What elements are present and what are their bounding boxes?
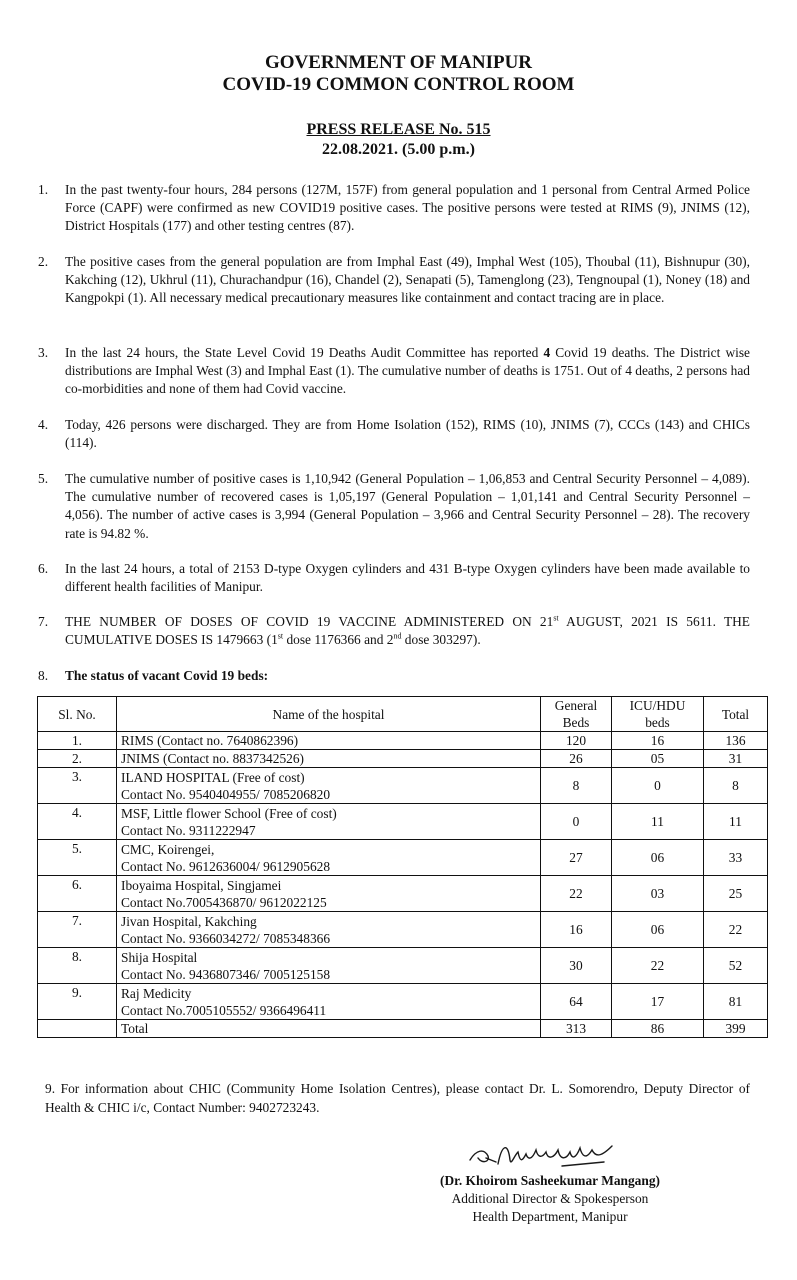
cell-general: 22 [541, 876, 612, 912]
item-8 [38, 667, 750, 685]
table-row [38, 948, 768, 984]
cell-total: 25 [704, 876, 768, 912]
cell-hospital [117, 984, 541, 1020]
cell-total-label: Total [117, 1020, 541, 1038]
table-header-row [38, 697, 768, 732]
item-text-part: Covid 19 deaths. The District wise distributions are Imphal West (3) and Imphal East (1). The cumulative number of deaths is 1751. Out of 4 deaths, 2 persons had co-morbidities and none of them had Covid vaccine. [65, 345, 750, 397]
hospital-contact: Contact No. 9436807346/ 7005125158 [121, 966, 331, 982]
cell-hospital [117, 912, 541, 948]
cell-total: 11 [704, 804, 768, 840]
item-text-part: In the last 24 hours, the State Level Covid 19 Deaths Audit Committee has reported [65, 345, 544, 360]
header-control-room: COVID-19 COMMON CONTROL ROOM [222, 74, 575, 95]
cell-general: 27 [541, 840, 612, 876]
cell-general: 16 [541, 912, 612, 948]
cell-sl-empty [38, 1020, 117, 1038]
hospital-contact: Contact No.7005436870/ 9612022125 [121, 894, 327, 910]
cell-total: 81 [704, 984, 768, 1020]
ordinal-suffix: st [277, 631, 284, 641]
header-icu-beds [612, 697, 704, 732]
cell-hospital [117, 876, 541, 912]
signatory-name: (Dr. Khoirom Sasheekumar Mangang) [440, 1173, 660, 1188]
item-number: 7. [38, 614, 49, 629]
table-row [38, 768, 768, 804]
item-text-part: dose 1176366 and 2 [283, 632, 394, 648]
item-number: 5. [38, 471, 49, 486]
cell-general: 26 [541, 750, 612, 768]
ordinal-suffix: nd [393, 631, 402, 641]
item-7 [38, 613, 750, 649]
table-row [38, 804, 768, 840]
item-text-part: dose 303297). [401, 632, 481, 648]
item-1 [38, 181, 750, 236]
item-number: 6. [38, 561, 49, 576]
item-text: In the past twenty-four hours, 284 persons (127M, 157F) from general population and 1 personal from Central Armed Police Force (CAPF) were confirmed as new COVID19 positive cases. The positive persons were tested at RIMS (9), JNIMS (12), District Hospitals (177) and other testing centres (87). [65, 182, 750, 234]
cell-general: 8 [541, 768, 612, 804]
table-row [38, 912, 768, 948]
beds-section-title [65, 667, 750, 685]
press-release-datetime: 22.08.2021. (5.00 p.m.) [322, 141, 475, 158]
header-general-line2: Beds [562, 715, 590, 730]
cell-general: 0 [541, 804, 612, 840]
cell-sl: 1. [38, 732, 117, 750]
item-5 [38, 470, 750, 543]
cell-hospital: JNIMS (Contact no. 8837342526) [117, 750, 541, 768]
cell-icu: 06 [612, 840, 704, 876]
hospital-contact: Contact No.7005105552/ 9366496411 [121, 1002, 327, 1018]
item-text: The cumulative number of positive cases is 1,10,942 (General Population – 1,06,853 and Central Security Personnel – 4,089). The cumulative number of recovered cases is 1,05,197 (General Population – 1,01,141 and Central Security Personnel – 4,056). The number of active cases is 3,994 (General Population – 3,966 and Central Security Personnel – 28). The recovery rate is 94.82 %. [65, 471, 750, 541]
cell-sl: 2. [38, 750, 117, 768]
cell-total: 136 [704, 732, 768, 750]
cell-total: 33 [704, 840, 768, 876]
header-sl-no: Sl. No. [38, 697, 117, 732]
hospital-name: Iboyaima Hospital, Singjamei [121, 877, 282, 893]
cell-icu: 06 [612, 912, 704, 948]
header-icu-line2: beds [645, 715, 670, 730]
cell-sl: 7. [38, 912, 117, 948]
cell-total: 52 [704, 948, 768, 984]
cell-icu: 22 [612, 948, 704, 984]
item-number: 2. [38, 254, 49, 269]
hospital-contact: Contact No. 9540404955/ 7085206820 [121, 786, 331, 802]
item-text: The positive cases from the general population are from Imphal East (49), Imphal West (105), Thoubal (11), Bishnupur (30), Kakching (12), Ukhrul (11), Churachandpur (16), Chandel (2), Senapati (5), Tamenglong (23), Tengnoupal (1), Noney (18) and Kangpokpi (1). All necessary medical precautionary measures like containment and contact tracing are in place. [65, 254, 750, 306]
hospital-name: ILAND HOSPITAL (Free of cost) [121, 769, 305, 785]
cell-general: 64 [541, 984, 612, 1020]
hospital-name: Shija Hospital [121, 949, 198, 965]
hospital-name: Raj Medicity [121, 985, 192, 1001]
item-number: 4. [38, 417, 49, 432]
table-row [38, 984, 768, 1020]
table-row [38, 840, 768, 876]
item-number: 1. [38, 182, 49, 197]
item-3 [38, 344, 750, 399]
hospital-contact: Contact No. 9311222947 [121, 822, 256, 838]
cell-icu: 17 [612, 984, 704, 1020]
hospital-name: MSF, Little flower School (Free of cost) [121, 805, 337, 821]
item-4 [38, 416, 750, 452]
header-icu-line1: ICU/HDU [629, 698, 686, 713]
table-total-row [38, 1020, 768, 1038]
cell-icu-total: 86 [612, 1020, 704, 1038]
cell-sl: 4. [38, 804, 117, 840]
item-text [65, 613, 750, 649]
item-text-part: THE NUMBER OF DOSES OF COVID 19 VACCINE ADMINISTERED ON 21 [65, 614, 554, 629]
table-row [38, 750, 768, 768]
cell-grand-total: 399 [704, 1020, 768, 1038]
cell-general: 30 [541, 948, 612, 984]
signature-block [400, 1172, 700, 1226]
header-government: GOVERNMENT OF MANIPUR [264, 52, 533, 73]
item-2 [38, 253, 750, 308]
header-hospital-name: Name of the hospital [117, 697, 541, 732]
death-count: 4 [543, 345, 551, 360]
hospital-contact: Contact No. 9612636004/ 9612905628 [121, 858, 331, 874]
hospital-name: Jivan Hospital, Kakching [121, 913, 257, 929]
cell-general-total: 313 [541, 1020, 612, 1038]
cell-hospital [117, 948, 541, 984]
item-text [65, 344, 750, 399]
hospital-name: CMC, Koirengei, [121, 841, 215, 857]
item-text: In the last 24 hours, a total of 2153 D-type Oxygen cylinders and 431 B-type Oxygen cylinders have been made available to different health facilities of Manipur. [65, 561, 750, 595]
header-general-line1: General [554, 698, 598, 713]
press-release-number: PRESS RELEASE No. 515 [306, 121, 491, 138]
hospital-contact: Contact No. 9366034272/ 7085348366 [121, 930, 331, 946]
cell-total: 22 [704, 912, 768, 948]
cell-icu: 11 [612, 804, 704, 840]
signatory-department: Health Department, Manipur [472, 1209, 628, 1224]
ordinal-suffix: st [553, 613, 559, 623]
beds-section-title-text: The status of vacant Covid 19 beds: [65, 668, 269, 683]
cell-icu: 03 [612, 876, 704, 912]
cell-sl: 8. [38, 948, 117, 984]
cell-total: 8 [704, 768, 768, 804]
vacant-beds-table [37, 696, 768, 1038]
cell-icu: 0 [612, 768, 704, 804]
cell-sl: 3. [38, 768, 117, 804]
item-number: 3. [38, 345, 49, 360]
cell-sl: 6. [38, 876, 117, 912]
item-9: 9. For information about CHIC (Community Home Isolation Centres), please contact Dr. L. Somorendro, Deputy Director of Health & CHIC i/c, Contact Number: 9402723243. [45, 1081, 750, 1115]
cell-icu: 05 [612, 750, 704, 768]
header-general-beds [541, 697, 612, 732]
cell-hospital [117, 804, 541, 840]
cell-hospital: RIMS (Contact no. 7640862396) [117, 732, 541, 750]
item-text-part: AUGUST, 2021 IS 5611. THE CUMULATIVE DOSES IS 1479663 (1 [65, 614, 750, 648]
item-number: 8. [38, 668, 49, 683]
cell-sl: 5. [38, 840, 117, 876]
cell-hospital [117, 840, 541, 876]
table-row [38, 732, 768, 750]
cell-general: 120 [541, 732, 612, 750]
header-total: Total [704, 697, 768, 732]
cell-icu: 16 [612, 732, 704, 750]
cell-total: 31 [704, 750, 768, 768]
cell-hospital [117, 768, 541, 804]
cell-sl: 9. [38, 984, 117, 1020]
item-6 [38, 560, 750, 596]
table-row [38, 876, 768, 912]
signatory-title: Additional Director & Spokesperson [451, 1191, 649, 1206]
signature-graphic [462, 1136, 622, 1172]
item-text: Today, 426 persons were discharged. They are from Home Isolation (152), RIMS (10), JNIMS (7), CCCs (143) and CHICs (114). [65, 417, 750, 451]
